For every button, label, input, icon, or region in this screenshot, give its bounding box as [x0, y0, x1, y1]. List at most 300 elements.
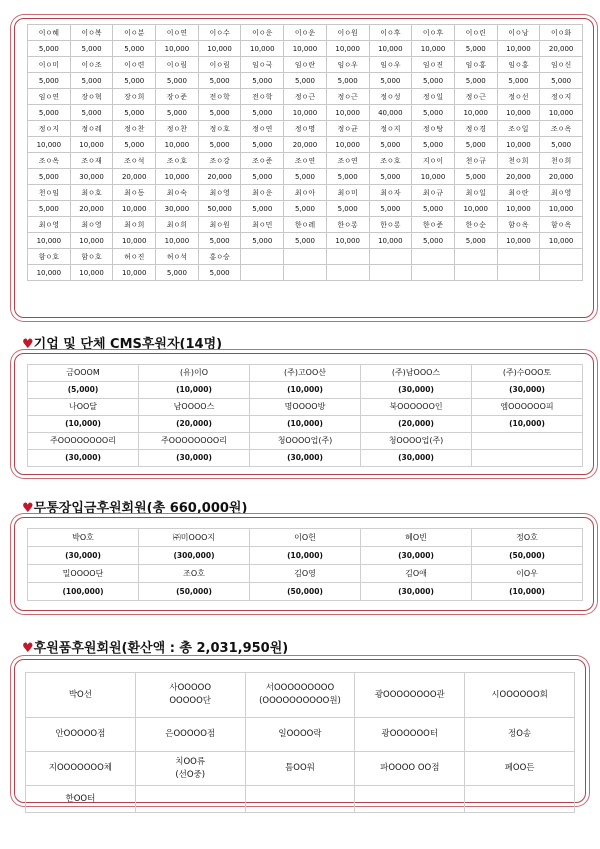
donor-amount: 5,000: [284, 201, 327, 217]
donor-name: 이ㅇ복: [70, 25, 113, 41]
goods-row: [26, 718, 575, 752]
donor-amount: 5,000: [198, 105, 241, 121]
goods-row: [26, 673, 575, 718]
member-amount-row: [28, 583, 583, 601]
donor-name: [326, 249, 369, 265]
donor-name: 최ㅇ운: [241, 185, 284, 201]
donor-amount: 10,000: [70, 265, 113, 281]
member-amount: (10,000): [250, 547, 361, 565]
goods-donor-name: 광OOOOOO터: [355, 718, 465, 752]
cms-section-heading: [22, 333, 222, 352]
donor-amount: 10,000: [412, 41, 455, 57]
donor-amount: 10,000: [28, 137, 71, 153]
donor-amount: 10,000: [284, 105, 327, 121]
donor-amount: 5,000: [28, 41, 71, 57]
donor-amount: 5,000: [326, 73, 369, 89]
donor-name: 한ㅇ순: [454, 217, 497, 233]
donor-name: 한ㅇ롱: [326, 217, 369, 233]
heart-icon: ♥: [22, 501, 34, 516]
donor-name: 최ㅇ희: [113, 217, 156, 233]
donor-name: 임ㅇ홍: [497, 57, 540, 73]
goods-row: [26, 786, 575, 813]
donor-amount: 5,000: [156, 265, 199, 281]
donor-name: 이ㅇ분: [113, 25, 156, 41]
donor-amount: 5,000: [369, 201, 412, 217]
donor-name: 정ㅇ찬: [113, 121, 156, 137]
donor-amount-row: [28, 105, 583, 121]
donor-amount-row: [28, 201, 583, 217]
donor-amount: 5,000: [412, 201, 455, 217]
member-amount: (30,000): [361, 547, 472, 565]
member-amount: (50,000): [139, 583, 250, 601]
donor-name: 허ㅇ석: [156, 249, 199, 265]
member-name: 남OOOO스: [139, 399, 250, 416]
donor-amount: 10,000: [540, 201, 583, 217]
donor-amount: 40,000: [369, 105, 412, 121]
donor-amount: 5,000: [198, 73, 241, 89]
donor-amount: 5,000: [369, 137, 412, 153]
member-amount: (30,000): [139, 450, 250, 467]
donor-amount: 5,000: [540, 137, 583, 153]
donor-name: 임ㅇ우: [326, 57, 369, 73]
donor-name: 최ㅇ숙: [156, 185, 199, 201]
donor-name: 정ㅇ근: [326, 89, 369, 105]
donor-name: 이ㅇ후: [412, 25, 455, 41]
member-name: 금OOOM: [28, 365, 139, 382]
donor-name: 이ㅇ련: [113, 57, 156, 73]
member-name-row: [28, 365, 583, 382]
donor-amount: 5,000: [369, 73, 412, 89]
goods-section-heading: [22, 637, 288, 656]
donor-name: 최ㅇ호: [70, 185, 113, 201]
donor-name-row: [28, 25, 583, 41]
donor-name: [454, 249, 497, 265]
donor-name: 최ㅇ미: [326, 185, 369, 201]
goods-donor-name: 은OOOOO점: [135, 718, 245, 752]
entry-section-title: 무통장입금후원회원(총 660,000원): [33, 501, 248, 516]
member-name: 주OOOOOOOO리: [139, 433, 250, 450]
donor-name: 조ㅇ호: [369, 153, 412, 169]
member-name-row: [28, 433, 583, 450]
donor-name: 이ㅇ린: [454, 25, 497, 41]
donor-amount: [284, 265, 327, 281]
goods-donor-name: [135, 786, 245, 813]
donor-amount: 10,000: [326, 233, 369, 249]
donor-amount: [540, 265, 583, 281]
donor-name: 이ㅇ운: [284, 25, 327, 41]
member-name: 밀OOOO단: [28, 565, 139, 583]
donor-name: 정ㅇ지: [369, 121, 412, 137]
member-amount: (20,000): [139, 416, 250, 433]
donor-name: 임ㅇ우: [369, 57, 412, 73]
donor-amount: [497, 265, 540, 281]
donor-name: 정ㅇ지: [540, 89, 583, 105]
donor-amount: 20,000: [540, 41, 583, 57]
donor-amount: 10,000: [113, 265, 156, 281]
donor-amount: [326, 265, 369, 281]
donor-name: 홍ㅇ승: [198, 249, 241, 265]
donor-name: [497, 249, 540, 265]
member-name-row: [28, 399, 583, 416]
donor-amount: 5,000: [28, 105, 71, 121]
donor-amount: 20,000: [70, 201, 113, 217]
member-amount: (10,000): [28, 416, 139, 433]
member-amount-row: [28, 450, 583, 467]
member-name: 청OOOO업(주): [250, 433, 361, 450]
donor-name: 이ㅇ혜: [28, 25, 71, 41]
donor-name-row: [28, 153, 583, 169]
donor-name: 최ㅇ영: [70, 217, 113, 233]
member-name: (주)수OOO토: [472, 365, 583, 382]
donor-name: 정ㅇ지: [28, 121, 71, 137]
donor-amount: 5,000: [454, 233, 497, 249]
donor-amount: 5,000: [70, 41, 113, 57]
donor-amount: 5,000: [454, 169, 497, 185]
donor-amount: 5,000: [454, 41, 497, 57]
goods-donor-name: 사OOOOO OOOOO단: [135, 673, 245, 718]
member-name: 혜O빈: [361, 529, 472, 547]
donor-name: 정ㅇ연: [241, 121, 284, 137]
donor-amount: 10,000: [113, 201, 156, 217]
donor-name-row: [28, 121, 583, 137]
donor-amount-row: [28, 41, 583, 57]
donor-amount: 10,000: [241, 41, 284, 57]
member-amount: (10,000): [250, 382, 361, 399]
member-amount: (30,000): [361, 450, 472, 467]
donor-name-row: [28, 217, 583, 233]
donor-name: 지ㅇ이: [412, 153, 455, 169]
donor-amount-row: [28, 169, 583, 185]
donor-amount: 5,000: [113, 41, 156, 57]
member-name: (유)이O: [139, 365, 250, 382]
donor-amount: 5,000: [412, 105, 455, 121]
member-name-row: [28, 565, 583, 583]
donor-name: 천ㅇ규: [454, 153, 497, 169]
donor-name: 정ㅇ선: [497, 89, 540, 105]
goods-row: [26, 752, 575, 786]
donor-name: 조ㅇ강: [198, 153, 241, 169]
member-amount: (50,000): [472, 547, 583, 565]
donor-amount: 10,000: [156, 169, 199, 185]
donor-amount: 5,000: [198, 265, 241, 281]
donor-name: 정ㅇ찬: [156, 121, 199, 137]
donor-amount: 5,000: [28, 169, 71, 185]
donor-amount: 10,000: [70, 233, 113, 249]
donor-amount: 30,000: [156, 201, 199, 217]
donor-name: 이ㅇ운: [241, 25, 284, 41]
member-name: 조O호: [139, 565, 250, 583]
goods-donor-name: [465, 786, 575, 813]
goods-donor-name: 시OOOOOO회: [465, 673, 575, 718]
member-amount: (10,000): [472, 416, 583, 433]
donor-amount: 5,000: [454, 73, 497, 89]
goods-donor-name: 페OO든: [465, 752, 575, 786]
member-name: 박O호: [28, 529, 139, 547]
goods-donor-name: 박O선: [26, 673, 136, 718]
cms-table: [27, 364, 583, 467]
donor-name: 조ㅇ옥: [28, 153, 71, 169]
donor-name: 최ㅇ영: [198, 185, 241, 201]
donor-amount: 10,000: [198, 41, 241, 57]
donor-amount: 10,000: [540, 105, 583, 121]
donor-amount: 10,000: [113, 233, 156, 249]
member-amount-row: [28, 416, 583, 433]
cms-box: [14, 353, 594, 475]
donor-name: 조ㅇ옥: [540, 121, 583, 137]
donor-name: 이ㅇ림: [198, 57, 241, 73]
donor-amount: 20,000: [198, 169, 241, 185]
donor-name: 천ㅇ희: [497, 153, 540, 169]
donor-name: 최ㅇ란: [497, 185, 540, 201]
cms-section-title: 기업 및 단체 CMS후원자(14명): [33, 337, 223, 352]
donor-amount: 20,000: [113, 169, 156, 185]
member-amount: (10,000): [472, 583, 583, 601]
donor-name: 이ㅇ낭: [497, 25, 540, 41]
goods-donor-name: 치OO류 (선O중): [135, 752, 245, 786]
donor-amount: [241, 265, 284, 281]
donor-name: 이ㅇ원: [326, 25, 369, 41]
donor-amount-row: [28, 233, 583, 249]
donor-name: 정ㅇ호: [198, 121, 241, 137]
donor-amount: 5,000: [28, 73, 71, 89]
donor-name: 이ㅇ수: [198, 25, 241, 41]
donor-name-row: [28, 57, 583, 73]
donor-amount: 10,000: [412, 169, 455, 185]
donor-amount: 5,000: [412, 73, 455, 89]
donor-name: [412, 249, 455, 265]
donor-name: 정ㅇ일: [412, 89, 455, 105]
donor-amount-row: [28, 137, 583, 153]
donor-name: [369, 249, 412, 265]
donor-name: 정ㅇ경: [454, 121, 497, 137]
member-amount: (10,000): [250, 416, 361, 433]
donor-name: 최ㅇ희: [156, 217, 199, 233]
donor-name: 조ㅇ연: [326, 153, 369, 169]
donor-amount-row: [28, 265, 583, 281]
donor-name: 최ㅇ원: [198, 217, 241, 233]
donor-name: [241, 249, 284, 265]
donor-name: 전ㅇ학: [198, 89, 241, 105]
donor-amount: 5,000: [454, 137, 497, 153]
member-name: 김O영: [250, 565, 361, 583]
goods-donor-name: 일OOOO락: [245, 718, 355, 752]
goods-table: [25, 672, 575, 813]
member-amount: (30,000): [28, 450, 139, 467]
donor-amount: 5,000: [241, 169, 284, 185]
donor-name: 전ㅇ학: [241, 89, 284, 105]
donor-amount: 5,000: [113, 73, 156, 89]
donor-name: 한ㅇ준: [412, 217, 455, 233]
donor-list-box: [14, 18, 594, 318]
donor-name: 이ㅇ조: [70, 57, 113, 73]
member-amount: (30,000): [250, 450, 361, 467]
donor-amount: 5,000: [70, 73, 113, 89]
member-name: 김O애: [361, 565, 472, 583]
goods-donor-name: 서OOOOOOOOO (OOOOOOOOOO원): [245, 673, 355, 718]
donor-name: 이ㅇ화: [540, 25, 583, 41]
donor-name: 임ㅇ연: [28, 89, 71, 105]
donor-amount: 5,000: [497, 73, 540, 89]
donor-amount: 10,000: [284, 41, 327, 57]
donor-amount: [369, 265, 412, 281]
donor-name: 정ㅇ명: [284, 121, 327, 137]
member-name: 명OOOO방: [250, 399, 361, 416]
member-amount: (30,000): [361, 583, 472, 601]
donor-name: 조ㅇ연: [284, 153, 327, 169]
goods-section-title: 후원품후원회원(환산액 : 총 2,031,950원): [33, 641, 289, 656]
donor-name: 임ㅇ란: [284, 57, 327, 73]
donor-name: 허ㅇ진: [113, 249, 156, 265]
donor-name: 조ㅇ일: [497, 121, 540, 137]
donor-amount: 10,000: [369, 41, 412, 57]
heart-icon: ♥: [22, 641, 34, 656]
donor-amount: 10,000: [156, 233, 199, 249]
donor-name: 최ㅇ일: [454, 185, 497, 201]
donor-amount: 10,000: [326, 137, 369, 153]
donor-name: 임ㅇ진: [412, 57, 455, 73]
donor-amount: 5,000: [156, 105, 199, 121]
member-name: (주)남OOO스: [361, 365, 472, 382]
goods-donor-name: 정O송: [465, 718, 575, 752]
donor-amount: 5,000: [284, 233, 327, 249]
member-name: 북OOOOOO인: [361, 399, 472, 416]
donor-amount: 10,000: [497, 41, 540, 57]
donor-name: 천ㅇ임: [28, 185, 71, 201]
member-name: 정O호: [472, 529, 583, 547]
member-amount: (300,000): [139, 547, 250, 565]
member-amount-row: [28, 547, 583, 565]
donor-name: 임ㅇ신: [540, 57, 583, 73]
donor-amount: 10,000: [497, 137, 540, 153]
donor-amount: 10,000: [28, 233, 71, 249]
donor-name: 장ㅇ준: [156, 89, 199, 105]
donor-amount: 10,000: [70, 137, 113, 153]
donor-name: 정ㅇ성: [369, 89, 412, 105]
donor-name: 장ㅇ혁: [70, 89, 113, 105]
member-name: ㈜미OOO지: [139, 529, 250, 547]
goods-donor-name: [355, 786, 465, 813]
donor-name: 최ㅇ민: [241, 217, 284, 233]
donor-name: [540, 249, 583, 265]
donor-amount: 10,000: [28, 265, 71, 281]
donor-amount: 5,000: [198, 233, 241, 249]
donor-name: 한ㅇ롱: [369, 217, 412, 233]
member-name: 이O헌: [250, 529, 361, 547]
donor-name: 조ㅇ재: [70, 153, 113, 169]
donor-amount: 5,000: [28, 201, 71, 217]
goods-donor-name: 안OOOOO점: [26, 718, 136, 752]
member-name: 청OOOO업(주): [361, 433, 472, 450]
donor-name: 최ㅇ자: [369, 185, 412, 201]
goods-donor-name: 틈OO워: [245, 752, 355, 786]
donor-name: 한ㅇ레: [284, 217, 327, 233]
donor-amount: 5,000: [70, 105, 113, 121]
donor-name: 최ㅇ영: [540, 185, 583, 201]
donor-amount: 5,000: [241, 201, 284, 217]
member-name: 나OO달: [28, 399, 139, 416]
member-name: 이O우: [472, 565, 583, 583]
donor-amount: 5,000: [412, 137, 455, 153]
donor-name: 최ㅇ규: [412, 185, 455, 201]
member-amount: (30,000): [472, 382, 583, 399]
member-name: (주)고OO산: [250, 365, 361, 382]
donor-name-row: [28, 249, 583, 265]
donor-name: 조ㅇ석: [113, 153, 156, 169]
donor-name: 천ㅇ희: [540, 153, 583, 169]
donor-name: 장ㅇ희: [113, 89, 156, 105]
donor-amount: 5,000: [241, 73, 284, 89]
donor-amount: 10,000: [454, 201, 497, 217]
member-name: [472, 433, 583, 450]
donor-name: 이ㅇ연: [156, 25, 199, 41]
donor-amount-row: [28, 73, 583, 89]
donor-amount: 10,000: [326, 105, 369, 121]
donor-name: 함ㅇ옥: [540, 217, 583, 233]
donor-amount: 5,000: [241, 105, 284, 121]
donor-name: 이ㅇ미: [28, 57, 71, 73]
donor-name: 이ㅇ림: [156, 57, 199, 73]
donor-amount: 10,000: [497, 233, 540, 249]
entry-table: [27, 528, 583, 601]
member-amount: (10,000): [139, 382, 250, 399]
heart-icon: ♥: [22, 337, 34, 352]
donor-name: 최ㅇ영: [28, 217, 71, 233]
donor-amount: 10,000: [497, 201, 540, 217]
donor-name: 이ㅇ후: [369, 25, 412, 41]
donor-name: 정ㅇ레: [70, 121, 113, 137]
donor-amount: 10,000: [156, 137, 199, 153]
donor-amount: 5,000: [326, 169, 369, 185]
goods-donor-name: 지OOOOOOO체: [26, 752, 136, 786]
donor-amount: 10,000: [497, 105, 540, 121]
donor-name: 정ㅇ근: [284, 89, 327, 105]
donor-amount: 10,000: [156, 41, 199, 57]
goods-box: [14, 659, 586, 803]
goods-donor-name: 파OOOO OO점: [355, 752, 465, 786]
donor-amount: 10,000: [454, 105, 497, 121]
donor-amount: 20,000: [284, 137, 327, 153]
donor-amount: 5,000: [326, 201, 369, 217]
donor-amount: 5,000: [241, 233, 284, 249]
donor-amount: [454, 265, 497, 281]
donor-amount: 20,000: [497, 169, 540, 185]
donor-amount: 5,000: [284, 73, 327, 89]
donor-amount: 20,000: [540, 169, 583, 185]
goods-donor-name: [245, 786, 355, 813]
member-amount-row: [28, 382, 583, 399]
donor-amount: 5,000: [412, 233, 455, 249]
donor-amount: 5,000: [284, 169, 327, 185]
donor-name: 임ㅇ국: [241, 57, 284, 73]
member-amount: [472, 450, 583, 467]
member-amount: (30,000): [28, 547, 139, 565]
donor-amount: 5,000: [113, 137, 156, 153]
member-amount: (5,000): [28, 382, 139, 399]
donor-name: 최ㅇ동: [113, 185, 156, 201]
donor-name: [284, 249, 327, 265]
donor-amount: 5,000: [369, 169, 412, 185]
donor-amount: 5,000: [241, 137, 284, 153]
donor-amount: 10,000: [369, 233, 412, 249]
donor-name: 정ㅇ균: [326, 121, 369, 137]
donor-name: 정ㅇ근: [454, 89, 497, 105]
member-name: 엠OOOOOO피: [472, 399, 583, 416]
donor-name: 정ㅇ탕: [412, 121, 455, 137]
donor-name: 최ㅇ아: [284, 185, 327, 201]
goods-donor-name: 광OOOOOOOO관: [355, 673, 465, 718]
donor-name: 함ㅇ호: [70, 249, 113, 265]
donor-name-row: [28, 185, 583, 201]
